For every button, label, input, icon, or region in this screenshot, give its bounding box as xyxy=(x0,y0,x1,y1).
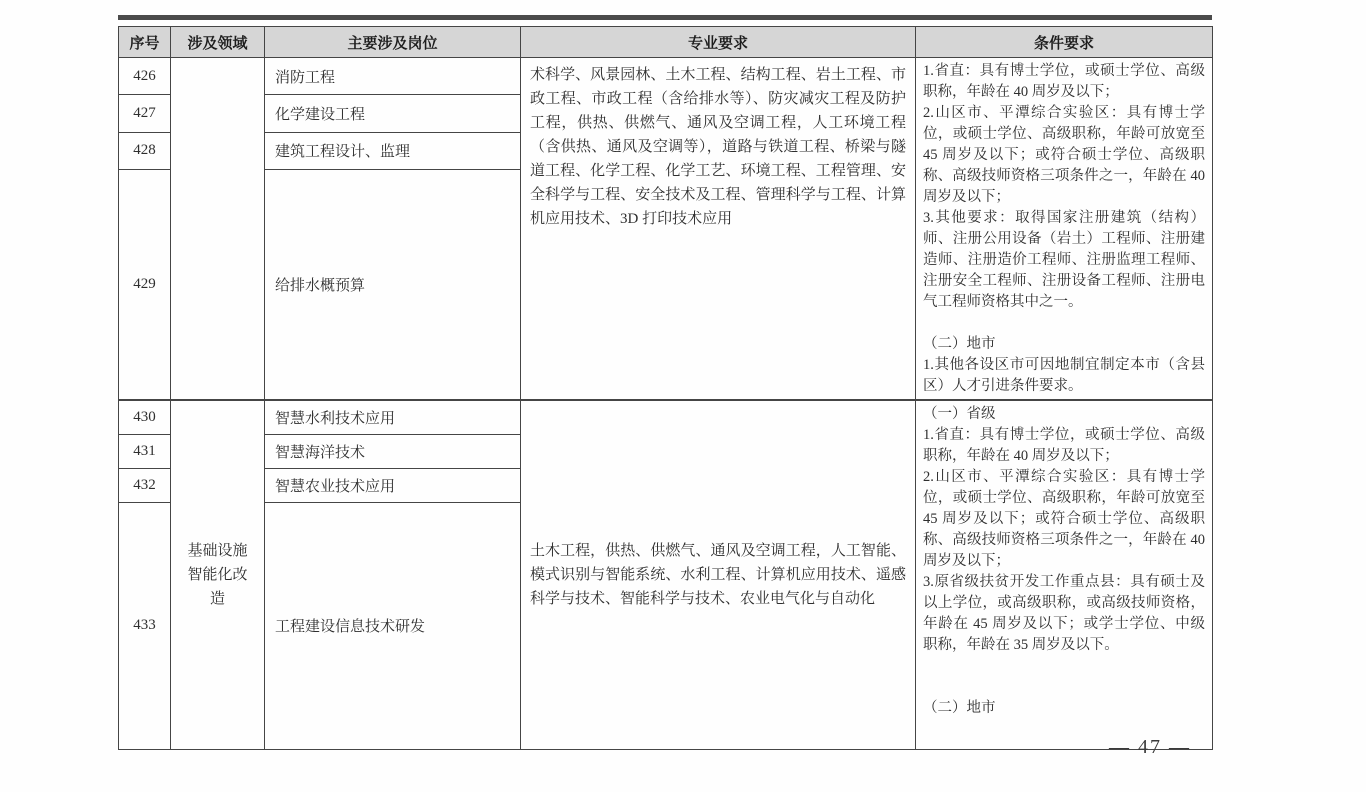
col-header-field: 涉及领域 xyxy=(171,27,265,58)
field-cell-group1 xyxy=(171,58,265,401)
col-header-positions: 主要涉及岗位 xyxy=(265,27,521,58)
position-cell: 化学建设工程 xyxy=(265,95,521,132)
table-row-430 xyxy=(119,400,1213,434)
condition-section-heading: （二）地市 xyxy=(923,700,996,716)
page-number: — 47 — xyxy=(1109,736,1191,758)
serial-no-cell: 432 xyxy=(119,468,171,502)
position-cell: 建筑工程设计、监理 xyxy=(265,132,521,169)
position-cell: 智慧水利技术应用 xyxy=(265,400,521,434)
condition-paragraph: 1.省直：具有博士学位，或硕士学位、高级职称，年龄在 40 周岁及以下； xyxy=(923,427,1205,464)
position-cell: 给排水概预算 xyxy=(265,169,521,400)
condition-paragraph: 1.省直：具有博士学位，或硕士学位、高级职称，年龄在 40 周岁及以下； xyxy=(923,63,1205,100)
talent-requirements-table xyxy=(118,26,1213,750)
condition-paragraph: 3.其他要求：取得国家注册建筑（结构）师、注册公用设备（岩土）工程师、注册建造师、注册造价工程师、注册监理工程师、注册安全工程师、注册设备工程师、注册电气工程师资格其中之一。 xyxy=(923,210,1205,310)
field-cell-group2: 基础设施智能化改造 xyxy=(171,400,265,749)
position-cell: 工程建设信息技术研发 xyxy=(265,502,521,749)
conditions-cell-group1 xyxy=(916,58,1213,401)
serial-no-cell: 431 xyxy=(119,434,171,468)
position-cell: 消防工程 xyxy=(265,58,521,95)
col-header-condition-requirements: 条件要求 xyxy=(916,27,1213,58)
condition-section-heading: （二）地市 xyxy=(923,336,996,352)
conditions-cell-group2 xyxy=(916,400,1213,749)
major-requirements-cell-group1: 术科学、风景园林、土木工程、结构工程、岩土工程、市政工程、市政工程（含给排水等）、防灾减灾工程及防护工程，供热、供燃气、通风及空调工程，人工环境工程（含供热、通风及空调等），道路与铁道工程、桥梁与隧道工程、化学工程、化学工艺、环境工程、工程管理、安全科学与工程、安全技术及工程、管理科学与工程、计算机应用技术、3D 打印技术应用 xyxy=(521,58,916,401)
serial-no-cell: 427 xyxy=(119,95,171,132)
serial-no-cell: 429 xyxy=(119,169,171,400)
serial-no-cell: 428 xyxy=(119,132,171,169)
col-header-serial-no: 序号 xyxy=(119,27,171,58)
table-top-rule xyxy=(118,15,1212,20)
position-cell: 智慧农业技术应用 xyxy=(265,468,521,502)
condition-paragraph: 2.山区市、平潭综合实验区：具有博士学位，或硕士学位、高级职称，年龄可放宽至 45 周岁及以下；或符合硕士学位、高级职称、高级技师资格三项条件之一，年龄在 40 周岁及以下； xyxy=(923,105,1205,205)
table-header-row xyxy=(119,27,1213,58)
col-header-major-requirements: 专业要求 xyxy=(521,27,916,58)
condition-section-heading: （一）省级 xyxy=(923,406,996,422)
condition-paragraph: 1.其他各设区市可因地制宜制定本市（含县区）人才引进条件要求。 xyxy=(923,357,1205,394)
serial-no-cell: 426 xyxy=(119,58,171,95)
position-cell: 智慧海洋技术 xyxy=(265,434,521,468)
serial-no-cell: 433 xyxy=(119,502,171,749)
condition-paragraph: 3.原省级扶贫开发工作重点县：具有硕士及以上学位，或高级职称，或高级技师资格，年龄在 45 周岁及以下；或学士学位、中级职称，年龄在 35 周岁及以下。 xyxy=(923,574,1205,653)
table-row-426 xyxy=(119,58,1213,95)
condition-paragraph: 2.山区市、平潭综合实验区：具有博士学位，或硕士学位、高级职称，年龄可放宽至 45 周岁及以下；或符合硕士学位、高级职称、高级技师资格三项条件之一，年龄在 40 周岁及以下； xyxy=(923,469,1205,569)
serial-no-cell: 430 xyxy=(119,400,171,434)
major-requirements-cell-group2: 土木工程，供热、供燃气、通风及空调工程，人工智能、模式识别与智能系统、水利工程、计算机应用技术、遥感科学与技术、智能科学与技术、农业电气化与自动化 xyxy=(521,400,916,749)
